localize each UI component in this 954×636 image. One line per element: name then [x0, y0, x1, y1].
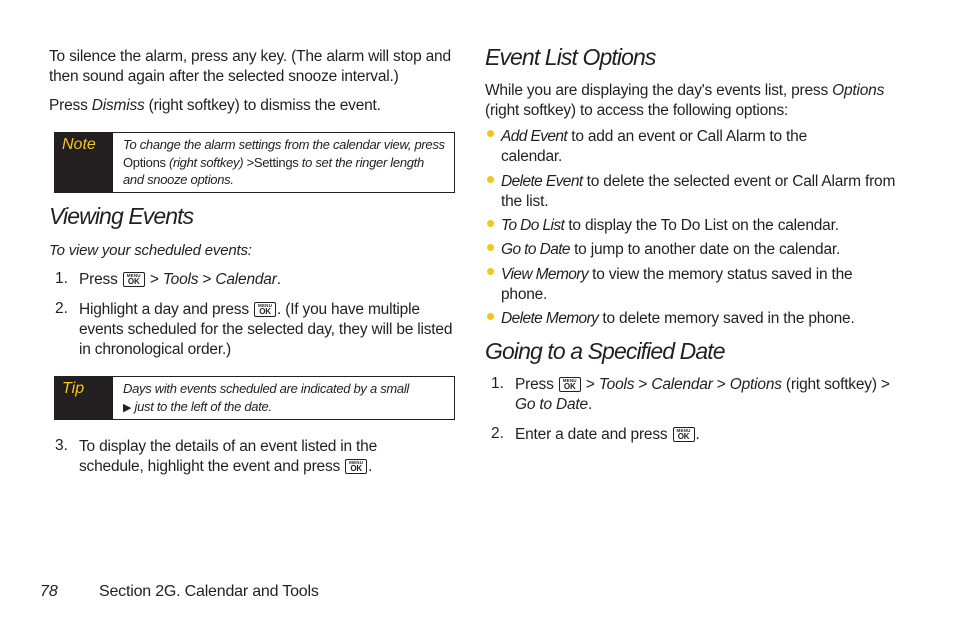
goto1-pre: Press	[515, 376, 558, 393]
menu-ok-key-icon	[673, 427, 695, 442]
tip-callout	[54, 376, 455, 420]
alarm-silence-text: To silence the alarm, press any key. (The alarm will stop and then sound again after the selected snooze interval.)	[49, 48, 451, 85]
menu-ok-key-icon	[123, 272, 145, 287]
page-number: 78	[40, 583, 58, 600]
option-item	[501, 127, 861, 167]
section-title: Section 2G. Calendar and Tools	[99, 583, 319, 600]
intro-post: (right softkey) to access the following options:	[485, 102, 789, 119]
viewing-step-2	[79, 300, 459, 360]
option-desc: to add an event or Call Alarm to the calendar.	[501, 128, 808, 165]
menu-ok-key-icon	[254, 302, 276, 317]
goto-step-1	[515, 375, 897, 415]
dismiss-pre: Press	[49, 97, 92, 114]
step2-post: . (If you have multiple events scheduled for the selected day, they will be listed in chronological order.)	[79, 301, 453, 358]
option-name: Add Event	[501, 128, 568, 145]
viewing-step-1	[79, 270, 459, 290]
option-desc: to delete the selected event or Call Alarm from the list.	[501, 173, 896, 210]
note-text	[123, 136, 448, 189]
yellow-bullet-icon	[487, 313, 494, 320]
option-desc: to delete memory saved in the phone.	[598, 310, 855, 327]
note-settings: Settings	[253, 154, 299, 170]
viewing-subheading: To view your scheduled events:	[49, 242, 252, 259]
step1-gt2: >	[198, 271, 216, 288]
tip-text	[123, 380, 448, 417]
goto1-calendar: Calendar	[651, 376, 713, 393]
event-list-options-heading: Event List Options	[485, 44, 656, 70]
dismiss-text	[49, 96, 461, 116]
option-name: Go to Date	[501, 241, 570, 258]
step1-tools: Tools	[162, 271, 199, 288]
note-part1: To change the alarm settings from the calendar view, press	[123, 137, 445, 152]
option-desc: to display the To Do List on the calendar.	[564, 217, 839, 234]
option-name: To Do List	[501, 217, 565, 234]
note-options: Options	[123, 154, 166, 170]
goto2-pre: Enter a date and press	[515, 426, 672, 443]
step3-end: .	[368, 458, 373, 475]
option-name: Delete Memory	[501, 310, 599, 327]
step1-pre: Press	[79, 271, 122, 288]
event-list-intro	[485, 81, 895, 121]
going-to-date-heading: Going to a Specified Date	[485, 338, 725, 364]
step-number: 3.	[55, 437, 68, 454]
step-number: 1.	[55, 270, 68, 287]
option-item	[501, 265, 886, 305]
menu-ok-key-icon	[345, 459, 367, 474]
goto1-goto: Go to Date	[515, 396, 588, 413]
goto-step-2	[515, 425, 897, 445]
note-part3: to set the ringer length and snooze options.	[123, 154, 424, 187]
option-item	[501, 309, 897, 329]
option-name: Delete Event	[501, 173, 583, 190]
goto1-end: .	[587, 396, 593, 413]
intro-options: Options	[832, 82, 885, 99]
tip-label: Tip	[55, 377, 113, 419]
goto1-gt3: >	[712, 376, 730, 393]
option-desc: to jump to another date on the calendar.	[569, 241, 841, 258]
goto1-gt1: >	[581, 376, 599, 393]
option-item	[501, 240, 897, 260]
viewing-events-heading: Viewing Events	[49, 203, 194, 229]
step-number: 2.	[55, 300, 68, 317]
yellow-bullet-icon	[487, 220, 494, 227]
right-triangle-icon: ▶	[123, 401, 132, 414]
note-gt: >	[246, 154, 254, 170]
goto1-options: Options	[729, 376, 782, 393]
step-number: 2.	[491, 425, 504, 442]
step3-pre: To display the details of an event listed in the schedule, highlight the event and press	[79, 438, 378, 475]
note-label: Note	[55, 133, 113, 192]
menu-ok-key-icon	[559, 377, 581, 392]
goto2-end: .	[695, 426, 700, 443]
yellow-bullet-icon	[487, 244, 494, 251]
tip-text1: Days with events scheduled are indicated by a small	[123, 381, 410, 396]
step1-calendar: Calendar	[215, 271, 277, 288]
note-part2: (right softkey)	[165, 154, 247, 170]
option-item	[501, 216, 897, 236]
dismiss-key: Dismiss	[91, 97, 145, 114]
step-number: 1.	[491, 375, 504, 392]
goto1-gt2: >	[634, 376, 652, 393]
tip-text2: just to the left of the date.	[131, 398, 272, 414]
viewing-step-3	[79, 437, 419, 477]
option-name: View Memory	[501, 266, 588, 283]
option-item	[501, 172, 897, 212]
step1-end: .	[276, 271, 281, 288]
yellow-bullet-icon	[487, 268, 494, 275]
option-desc: to view the memory status saved in the phone.	[501, 266, 853, 303]
yellow-bullet-icon	[487, 176, 494, 183]
step1-gt1: >	[145, 271, 163, 288]
note-callout	[54, 132, 455, 193]
intro-pre: While you are displaying the day's events list, press	[485, 82, 833, 99]
step2-pre: Highlight a day and press	[79, 301, 254, 318]
goto1-tools: Tools	[598, 376, 635, 393]
yellow-bullet-icon	[487, 130, 494, 137]
goto1-mid: (right softkey) >	[781, 376, 890, 393]
dismiss-post: (right softkey) to dismiss the event.	[144, 97, 381, 114]
